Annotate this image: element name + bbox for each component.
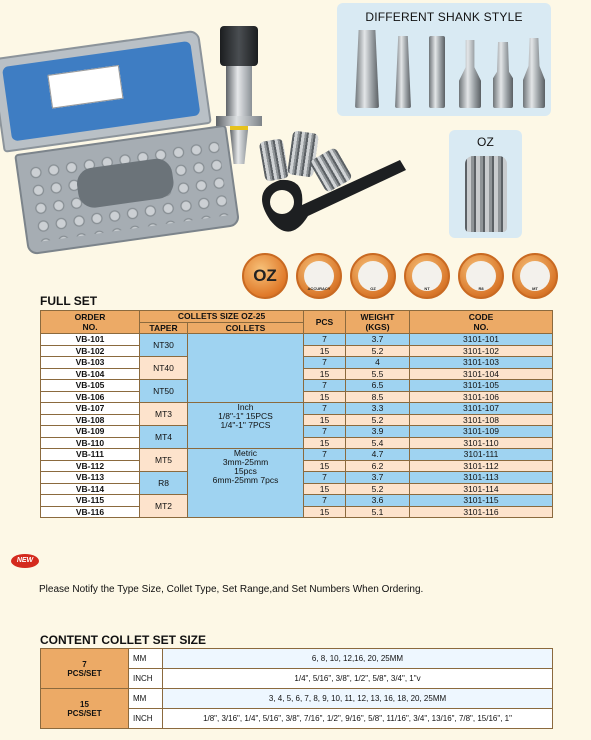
weight-cell: 4.7 [346, 449, 410, 461]
nt-shank-badge-icon: NT [404, 253, 450, 299]
header-order-no: ORDER NO. [41, 311, 140, 334]
pcs-cell: 7 [304, 495, 346, 507]
code-no-cell: 3101-112 [410, 460, 553, 472]
order-no-cell: VB-107 [41, 403, 140, 415]
order-no-cell: VB-116 [41, 506, 140, 518]
header-taper: TAPER [140, 322, 188, 334]
shank-image [355, 30, 379, 108]
order-no-cell: VB-102 [41, 345, 140, 357]
pcs-cell: 7 [304, 472, 346, 484]
weight-cell: 5.2 [346, 414, 410, 426]
code-no-cell: 3101-107 [410, 403, 553, 415]
collet-chuck-holder-image [216, 26, 262, 166]
weight-cell: 6.5 [346, 380, 410, 392]
oz-collet-badge-icon: OZ [350, 253, 396, 299]
new-badge: NEW [11, 554, 39, 568]
weight-cell: 5.1 [346, 506, 410, 518]
table-row [41, 689, 553, 709]
taper-cell: MT3 [140, 403, 188, 426]
mm-sizes-cell: 6, 8, 10, 12,16, 20, 25MM [163, 649, 553, 669]
order-no-cell: VB-103 [41, 357, 140, 369]
shank-image [429, 36, 445, 108]
weight-cell: 3.6 [346, 495, 410, 507]
order-no-cell: VB-111 [41, 449, 140, 461]
weight-cell: 5.2 [346, 483, 410, 495]
pcs-cell: 7 [304, 449, 346, 461]
header-collets: COLLETS [188, 322, 304, 334]
weight-cell: 8.5 [346, 391, 410, 403]
set-size-cell: 15 PCS/SET [41, 689, 129, 729]
content-set-title: CONTENT COLLET SET SIZE [40, 633, 207, 647]
oz-badge-icon: OZ [242, 253, 288, 299]
taper-cell: MT4 [140, 426, 188, 449]
code-no-cell: 3101-115 [410, 495, 553, 507]
order-no-cell: VB-112 [41, 460, 140, 472]
pcs-cell: 7 [304, 357, 346, 369]
table-row [41, 334, 553, 346]
mt-shank-badge-icon: MT [512, 253, 558, 299]
pcs-cell: 15 [304, 391, 346, 403]
content-set-table [40, 648, 553, 729]
order-no-cell: VB-109 [41, 426, 140, 438]
order-no-cell: VB-105 [41, 380, 140, 392]
header-collets-size: COLLETS SIZE OZ-25 [140, 311, 304, 323]
weight-cell: 3.7 [346, 334, 410, 346]
collet-set-case-image [0, 27, 243, 264]
code-no-cell: 3101-101 [410, 334, 553, 346]
weight-cell: 6.2 [346, 460, 410, 472]
code-no-cell: 3101-114 [410, 483, 553, 495]
code-no-cell: 3101-104 [410, 368, 553, 380]
pcs-cell: 7 [304, 334, 346, 346]
table-row [41, 403, 553, 415]
shank-image [395, 36, 411, 108]
order-no-cell: VB-113 [41, 472, 140, 484]
pcs-cell: 15 [304, 368, 346, 380]
shank-image [523, 38, 545, 108]
unit-label-cell: MM [129, 649, 163, 669]
code-no-cell: 3101-109 [410, 426, 553, 438]
r8-shank-badge-icon: R8 [458, 253, 504, 299]
taper-cell: NT50 [140, 380, 188, 403]
oz-collet-panel [449, 130, 522, 238]
feature-badges [242, 253, 562, 301]
header-pcs: PCS [304, 311, 346, 334]
taper-cell: MT2 [140, 495, 188, 518]
shank-styles-panel [337, 3, 551, 116]
spanner-wrench-image [250, 150, 410, 250]
accuracy-badge-icon: ACCURACY [296, 253, 342, 299]
code-no-cell: 3101-108 [410, 414, 553, 426]
full-set-table [40, 310, 553, 518]
ordering-notice: Please Notify the Type Size, Collet Type, Set Range,and Set Numbers When Ordering. [39, 584, 424, 595]
taper-cell: R8 [140, 472, 188, 495]
pcs-cell: 15 [304, 460, 346, 472]
weight-cell: 5.4 [346, 437, 410, 449]
order-no-cell: VB-106 [41, 391, 140, 403]
shank-image [493, 42, 513, 108]
code-no-cell: 3101-113 [410, 472, 553, 484]
header-weight: WEIGHT (KGS) [346, 311, 410, 334]
collets-blank-cell [188, 334, 304, 403]
code-no-cell: 3101-105 [410, 380, 553, 392]
pcs-cell: 15 [304, 437, 346, 449]
pcs-cell: 15 [304, 414, 346, 426]
code-no-cell: 3101-116 [410, 506, 553, 518]
inch-sizes-cell: 1/8", 3/16", 1/4", 5/16", 3/8", 7/16", 1/2", 9/16", 5/8", 11/16", 3/4", 13/16", 7/8", 15/16", 1" [163, 709, 553, 729]
code-no-cell: 3101-103 [410, 357, 553, 369]
taper-cell: NT30 [140, 334, 188, 357]
order-no-cell: VB-101 [41, 334, 140, 346]
code-no-cell: 3101-111 [410, 449, 553, 461]
weight-cell: 3.3 [346, 403, 410, 415]
weight-cell: 4 [346, 357, 410, 369]
mm-sizes-cell: 3, 4, 5, 6, 7, 8, 9, 10, 11, 12, 13, 16, 18, 20, 25MM [163, 689, 553, 709]
order-no-cell: VB-104 [41, 368, 140, 380]
weight-cell: 5.2 [346, 345, 410, 357]
full-set-title: FULL SET [40, 294, 98, 308]
code-no-cell: 3101-102 [410, 345, 553, 357]
taper-cell: NT40 [140, 357, 188, 380]
pcs-cell: 7 [304, 380, 346, 392]
case-brand-label [47, 65, 123, 109]
inch-sizes-cell: 1/4", 5/16", 3/8", 1/2", 5/8", 3/4", 1"v [163, 669, 553, 689]
panel-title: DIFFERENT SHANK STYLE [365, 10, 523, 24]
shank-image [459, 40, 481, 108]
order-no-cell: VB-115 [41, 495, 140, 507]
taper-cell: MT5 [140, 449, 188, 472]
unit-label-cell: INCH [129, 669, 163, 689]
set-size-cell: 7 PCS/SET [41, 649, 129, 689]
pcs-cell: 15 [304, 345, 346, 357]
pcs-cell: 7 [304, 403, 346, 415]
table-row [41, 449, 553, 461]
weight-cell: 5.5 [346, 368, 410, 380]
collets-metric-cell: Metric 3mm-25mm 15pcs 6mm-25mm 7pcs [188, 449, 304, 518]
panel-title: OZ [476, 135, 495, 149]
unit-label-cell: MM [129, 689, 163, 709]
weight-cell: 3.9 [346, 426, 410, 438]
unit-label-cell: INCH [129, 709, 163, 729]
pcs-cell: 15 [304, 506, 346, 518]
collets-inch-cell: Inch 1/8"-1" 15PCS 1/4"-1" 7PCS [188, 403, 304, 449]
pcs-cell: 15 [304, 483, 346, 495]
weight-cell: 3.7 [346, 472, 410, 484]
pcs-cell: 7 [304, 426, 346, 438]
oz-collet-image [465, 156, 507, 232]
header-code-no: CODE NO. [410, 311, 553, 334]
order-no-cell: VB-110 [41, 437, 140, 449]
order-no-cell: VB-114 [41, 483, 140, 495]
table-row [41, 649, 553, 669]
code-no-cell: 3101-106 [410, 391, 553, 403]
code-no-cell: 3101-110 [410, 437, 553, 449]
order-no-cell: VB-108 [41, 414, 140, 426]
